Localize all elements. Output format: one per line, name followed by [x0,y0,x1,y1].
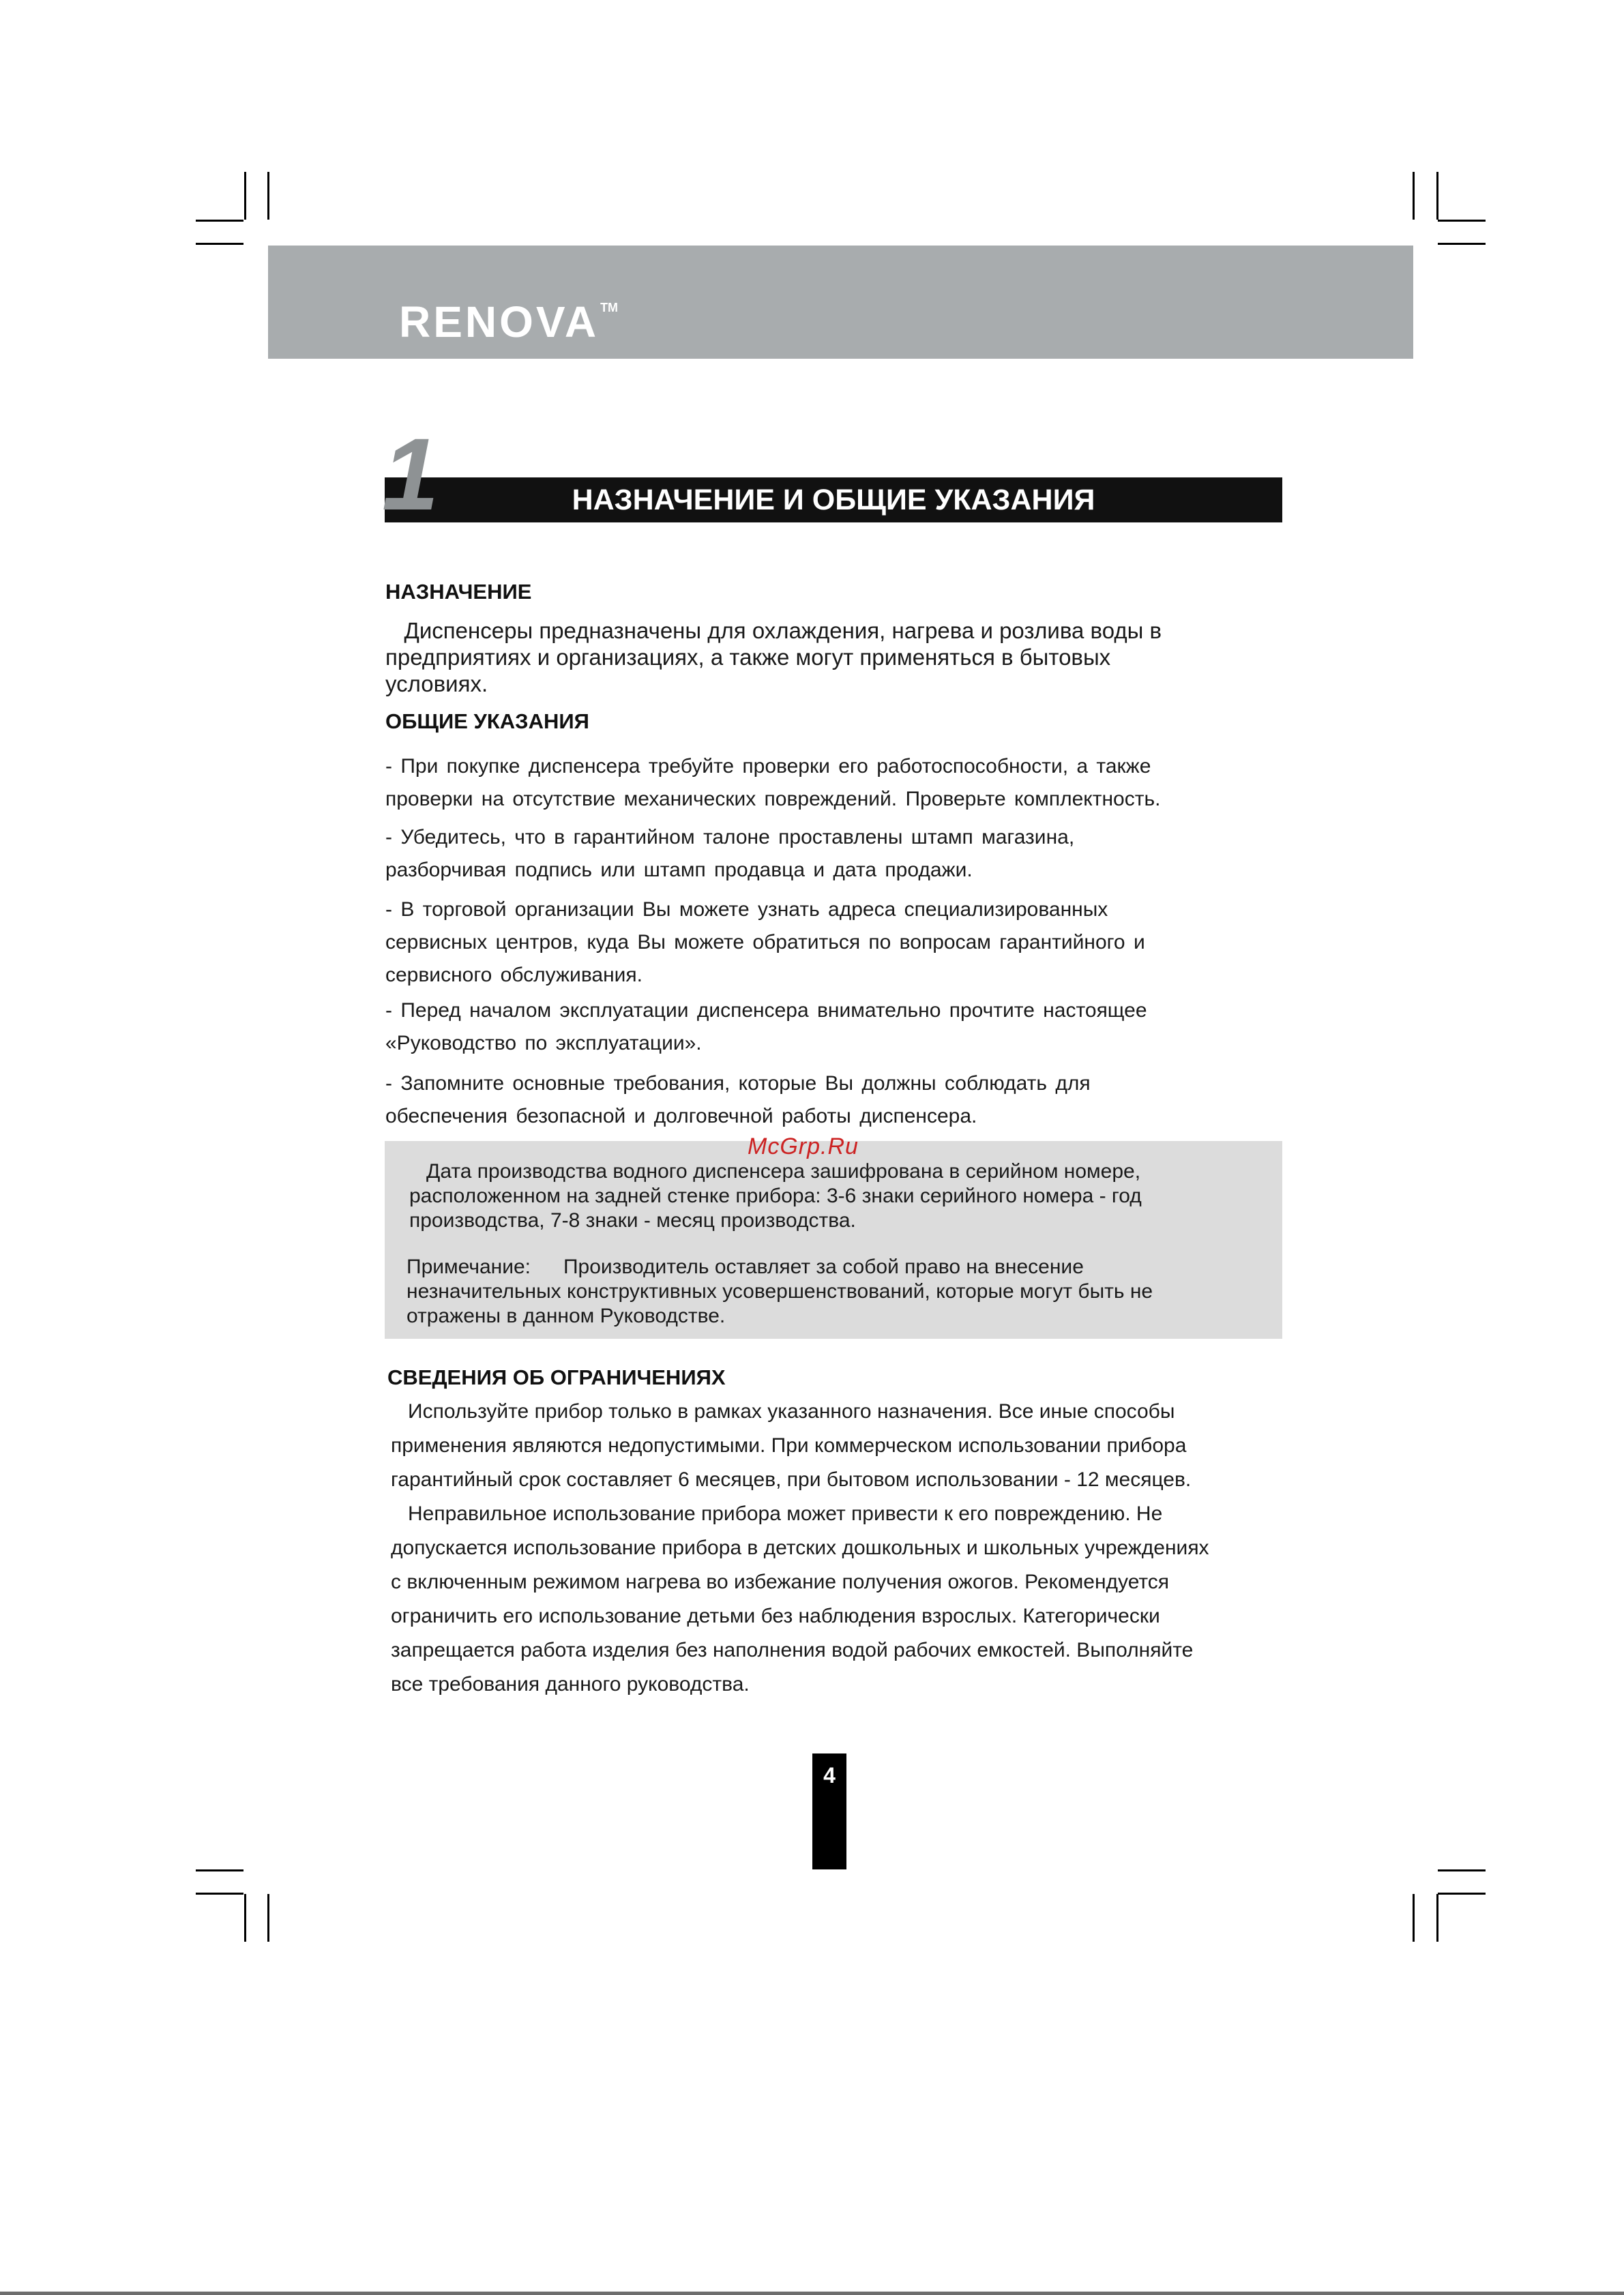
crop-mark [267,172,269,220]
note-line: отражены в данном Руководстве. [407,1305,726,1327]
chapter-number: 1 [382,417,437,531]
limits-line: Неправильное использование прибора может привести к его повреждению. Не [391,1502,1163,1525]
crop-mark [196,1869,243,1871]
list-item-line: - Перед началом эксплуатации диспенсера внимательно прочтите настоящее [385,999,1147,1022]
limits-line: гарантийный срок составляет 6 месяцев, при бытовом использовании - 12 месяцев. [391,1468,1192,1491]
section-heading-purpose: НАЗНАЧЕНИЕ [385,580,532,604]
purpose-line: условиях. [385,671,488,696]
chapter-title: НАЗНАЧЕНИЕ И ОБЩИЕ УКАЗАНИЯ [572,484,1095,516]
purpose-text [385,617,1162,697]
chapter-title-bar [385,477,1282,522]
manufacture-date-text [409,1159,1142,1233]
crop-mark [1413,172,1415,220]
note-line: производства, 7-8 знаки - месяц производства. [409,1209,856,1232]
page-number: 4 [823,1763,836,1788]
brand-name: RENOVA [399,297,600,346]
limits-line: применения являются недопустимыми. При коммерческом использовании прибора [391,1434,1187,1457]
crop-mark [1438,243,1486,245]
list-item-line: - Запомните основные требования, которые Вы должны соблюдать для [385,1072,1091,1095]
note-label: Примечание: [407,1256,531,1278]
crop-mark [244,1894,246,1942]
crop-mark [1438,220,1486,222]
list-item-line: разборчивая подпись или штамп продавца и дата продажи. [385,859,973,881]
list-item-line: проверки на отсутствие механических повреждений. Проверьте комплектность. [385,788,1161,810]
crop-mark [244,172,246,220]
crop-mark [196,1893,243,1895]
bottom-edge-line [0,2292,1624,2295]
crop-mark [196,243,243,245]
list-item-line: - При покупке диспенсера требуйте проверки его работоспособности, а также [385,755,1151,778]
crop-mark [1438,1869,1486,1871]
limits-line: ограничить его использование детьми без наблюдения взрослых. Категорически [391,1605,1160,1627]
crop-mark [267,1894,269,1942]
page-number-tab [812,1753,846,1869]
note-line: незначительных конструктивных усовершенствований, которые могут быть не [407,1280,1153,1303]
purpose-line: Диспенсеры предназначены для охлаждения, нагрева и розлива воды в [385,618,1162,643]
note-line: расположенном на задней стенке прибора: 3-6 знаки серийного номера - год [409,1185,1142,1207]
header-band [268,246,1413,359]
list-item-line: - В торговой организации Вы можете узнать адреса специализированных [385,898,1108,921]
crop-mark [1436,1894,1438,1942]
note-line: Производитель оставляет за собой право на внесение [563,1256,1084,1278]
note-line: Дата производства водного диспенсера зашифрована в серийном номере, [409,1160,1141,1183]
limits-line: допускается использование прибора в детских дошкольных и школьных учреждениях [391,1537,1209,1559]
trademark: TM [600,301,619,314]
brand-logo [399,297,619,346]
list-item-line: обеспечения безопасной и долговечной работы диспенсера. [385,1105,977,1127]
limits-line: с включенным режимом нагрева во избежание получения ожогов. Рекомендуется [391,1571,1170,1593]
crop-mark [1438,1893,1486,1895]
crop-mark [1413,1894,1415,1942]
list-item-line: «Руководство по эксплуатации». [385,1032,702,1054]
section-heading-general: ОБЩИЕ УКАЗАНИЯ [385,709,589,733]
watermark: McGrp.Ru [748,1134,859,1159]
limits-line: запрещается работа изделия без наполнения водой рабочих емкостей. Выполняйте [391,1639,1194,1661]
section-heading-limits: СВЕДЕНИЯ ОБ ОГРАНИЧЕНИЯХ [387,1365,726,1389]
crop-mark [1436,172,1438,220]
limits-line: все требования данного руководства. [391,1673,750,1696]
purpose-line: предприятиях и организациях, а также могут применяться в бытовых [385,645,1111,670]
manufacturer-note [407,1255,1153,1329]
limits-line: Используйте прибор только в рамках указанного назначения. Все иные способы [391,1400,1175,1423]
list-item-line: - Убедитесь, что в гарантийном талоне проставлены штамп магазина, [385,826,1075,848]
list-item-line: сервисного обслуживания. [385,964,643,986]
limits-text [391,1395,1209,1702]
list-item-line: сервисных центров, куда Вы можете обратиться по вопросам гарантийного и [385,931,1145,953]
crop-mark [196,220,243,222]
